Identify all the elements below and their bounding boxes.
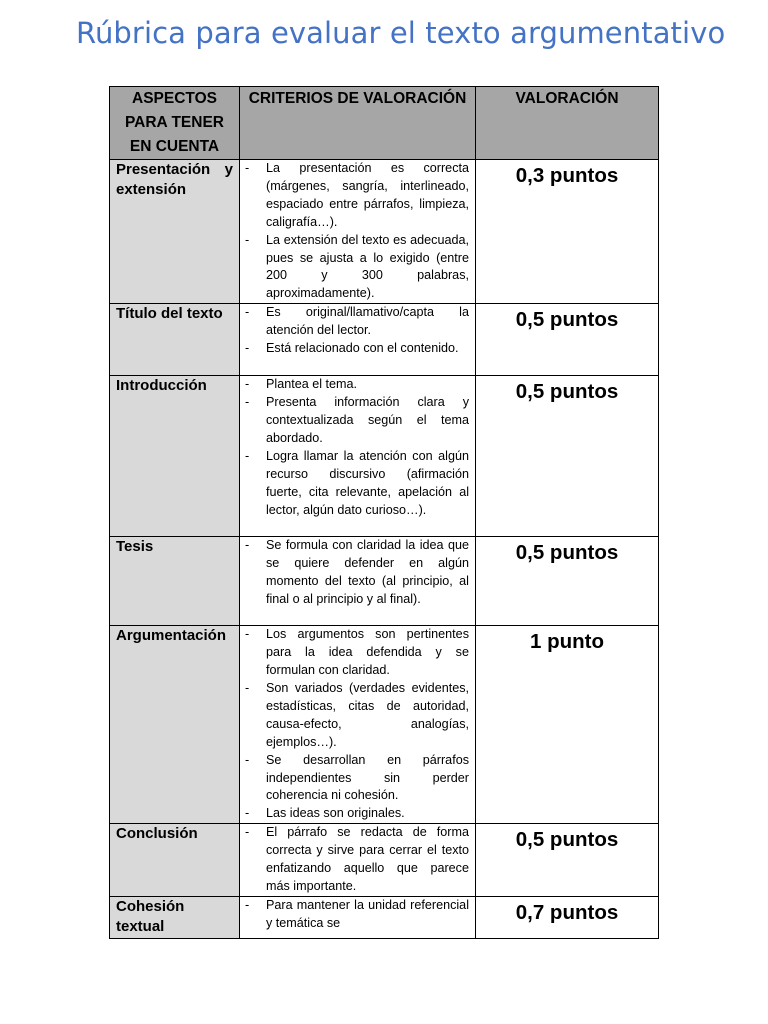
criteria-cell (240, 537, 476, 626)
criteria-item: - Son variados (verdades evidentes, estadísticas, citas de autoridad, causa-efecto, analogías, ejemplos…). (243, 680, 469, 752)
rubric-body (110, 160, 659, 939)
aspect-label: Tesis (116, 538, 154, 556)
table-row (110, 304, 659, 376)
header-valuation: VALORACIÓN (476, 87, 659, 160)
criteria-cell (240, 626, 476, 824)
score-cell: 0,5 puntos (476, 537, 659, 626)
criteria-item: - Es original/llamativo/capta la atención del lector. (243, 304, 469, 340)
table-row (110, 824, 659, 897)
aspect-cell (110, 304, 240, 376)
aspect-cell (110, 376, 240, 537)
criteria-cell (240, 376, 476, 537)
criteria-cell (240, 896, 476, 938)
table-row (110, 537, 659, 626)
table-row (110, 626, 659, 824)
criteria-list (243, 304, 469, 358)
criteria-item: - La presentación es correcta (márgenes, sangría, interlineado, espaciado entre párrafos, limpieza, caligrafía…). (243, 160, 469, 232)
criteria-list (243, 897, 469, 933)
criteria-item: - Se formula con claridad la idea que se quiere defender en algún momento del texto (al principio, al final o al principio y al final). (243, 537, 469, 609)
aspect-label: Introducción (116, 377, 207, 395)
aspect-label: Conclusión (116, 825, 198, 843)
rubric-table (109, 86, 659, 939)
table-row (110, 160, 659, 304)
aspect-cell (110, 160, 240, 304)
page-title: Rúbrica para evaluar el texto argumentativo (76, 16, 726, 50)
aspect-cell (110, 537, 240, 626)
criteria-item: - Presenta información clara y contextualizada según el tema abordado. (243, 394, 469, 448)
aspect-label: Cohesión textual (116, 897, 185, 935)
table-row (110, 376, 659, 537)
aspect-cell (110, 626, 240, 824)
criteria-cell (240, 160, 476, 304)
aspect-cell (110, 896, 240, 938)
criteria-item: - La extensión del texto es adecuada, pues se ajusta a lo exigido (entre 200 y 300 palabras, aproximadamente). (243, 232, 469, 304)
criteria-list (243, 626, 469, 823)
aspect-label: Presentación y extensión (116, 161, 233, 198)
criteria-cell (240, 824, 476, 897)
criteria-item: - Logra llamar la atención con algún recurso discursivo (afirmación fuerte, cita relevante, apelación al lector, algún dato curioso…). (243, 448, 469, 520)
score-cell: 0,3 puntos (476, 160, 659, 304)
aspect-cell (110, 824, 240, 897)
aspect-label: Título del texto (116, 305, 223, 323)
criteria-list (243, 376, 469, 519)
criteria-list (243, 537, 469, 609)
criteria-item: - El párrafo se redacta de forma correcta y sirve para cerrar el texto enfatizando aquello que parece más importante. (243, 824, 469, 896)
score-cell: 0,7 puntos (476, 896, 659, 938)
aspect-label: Argumentación (116, 627, 227, 645)
score-cell: 1 punto (476, 626, 659, 824)
header-criteria: CRITERIOS DE VALORACIÓN (240, 87, 476, 160)
header-aspects: ASPECTOS PARA TENER EN CUENTA (110, 87, 240, 160)
criteria-item: - Se desarrollan en párrafos independientes sin perder coherencia ni cohesión. (243, 752, 469, 806)
criteria-item: - Para mantener la unidad referencial y temática se (243, 897, 469, 933)
criteria-item: - Las ideas son originales. (243, 805, 469, 823)
score-cell: 0,5 puntos (476, 304, 659, 376)
table-header-row (110, 87, 659, 160)
criteria-cell (240, 304, 476, 376)
criteria-item: - Los argumentos son pertinentes para la idea defendida y se formulan con claridad. (243, 626, 469, 680)
criteria-list (243, 160, 469, 303)
criteria-item: - Plantea el tema. (243, 376, 469, 394)
score-cell: 0,5 puntos (476, 376, 659, 537)
score-cell: 0,5 puntos (476, 824, 659, 897)
criteria-item: - Está relacionado con el contenido. (243, 340, 469, 358)
table-row (110, 896, 659, 938)
criteria-list (243, 824, 469, 896)
